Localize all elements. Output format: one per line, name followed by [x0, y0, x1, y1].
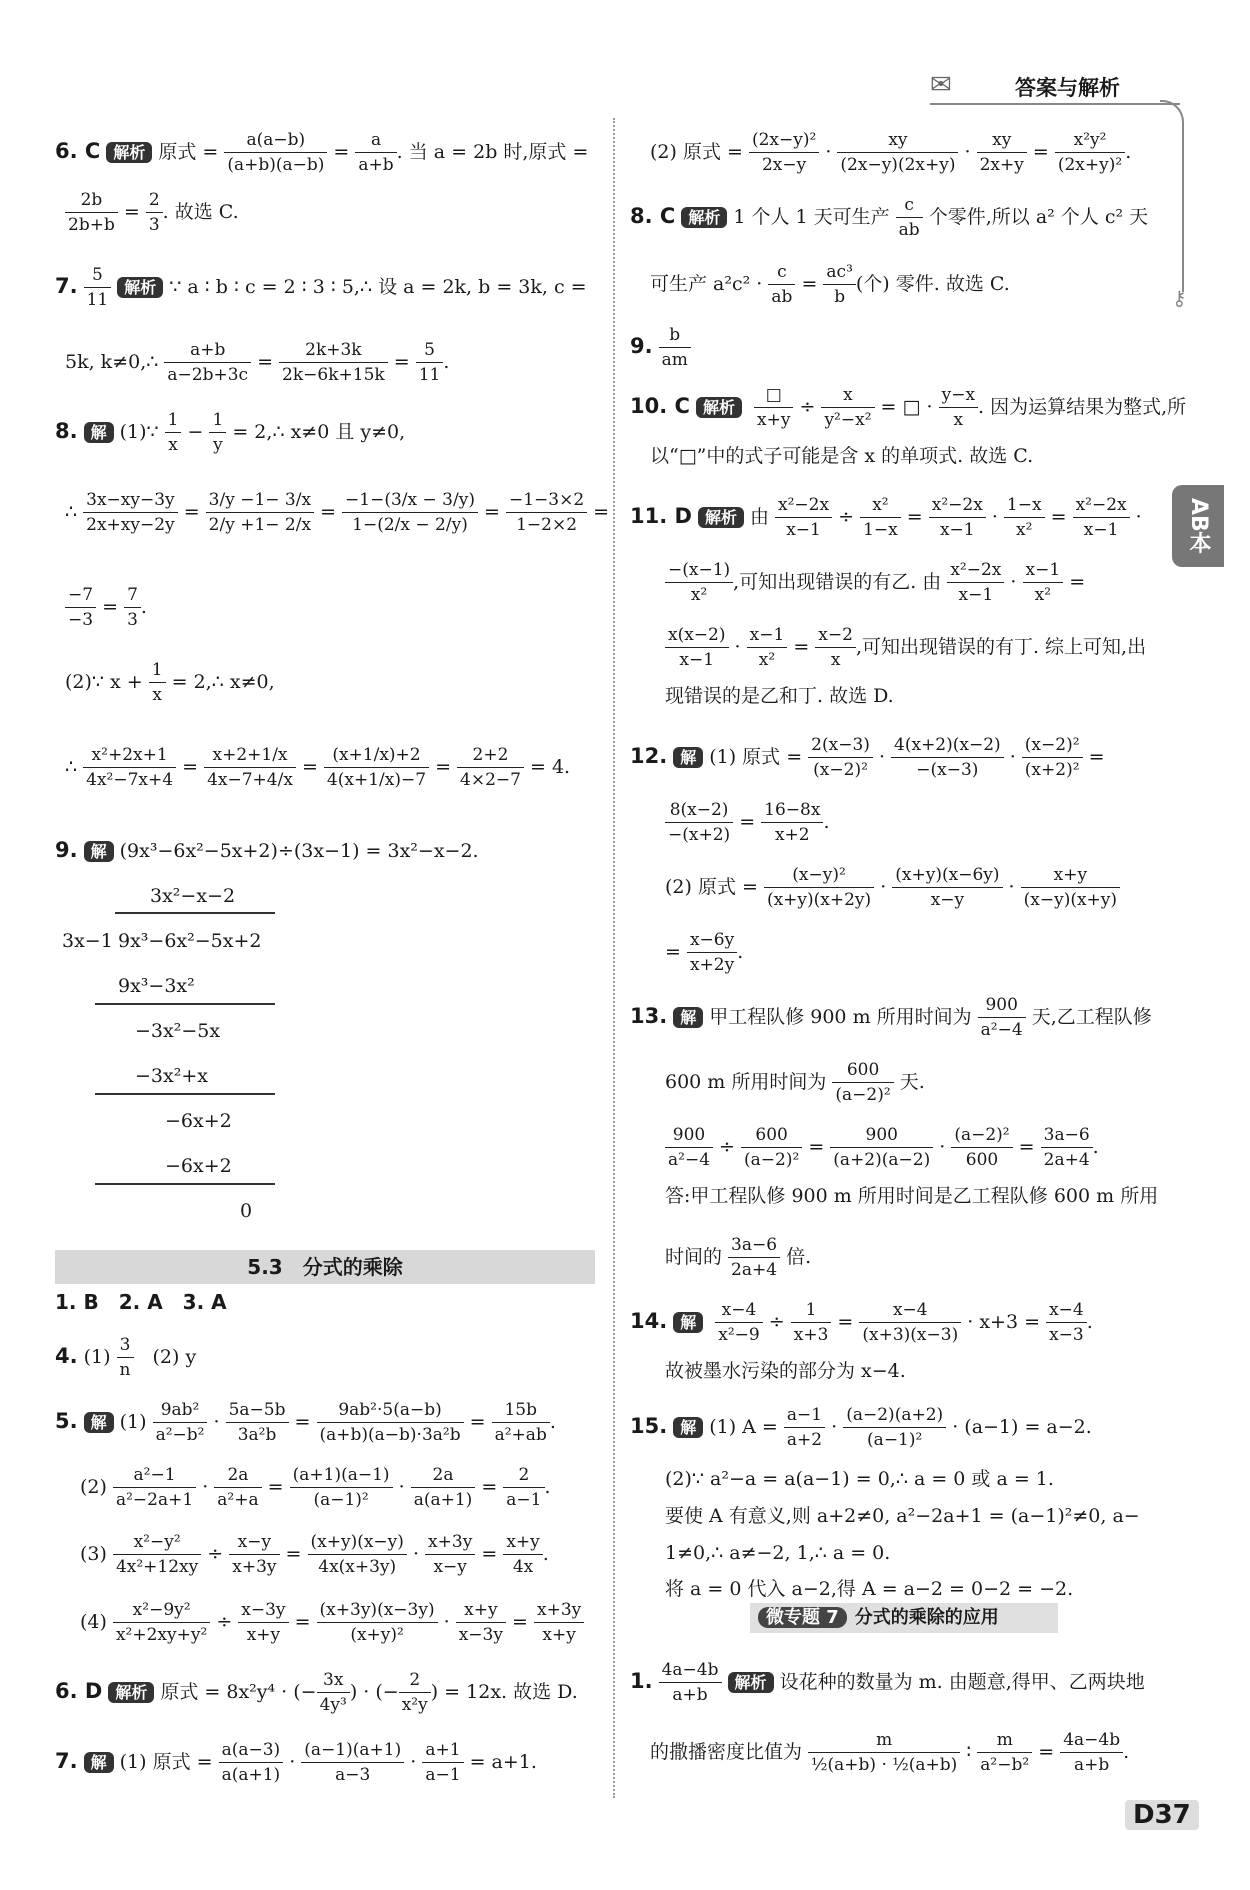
- div-step1: 9x³−3x²: [118, 975, 195, 997]
- right-q8: 8. C 解析 1 个人 1 天可生产 $\frac{c}{ab}$ 个零件,所以 a² 个人 c² 天: [630, 195, 1149, 241]
- key-icon: ⚷: [1172, 286, 1187, 310]
- left-q5b: (2) $\frac{\text{a²−1}}{\text{a²−2a+1}}$ · $\frac{2a}{\text{a²+a}}$ = $\frac{(a+1)(a-1)}{\text{(a−1)²}}$ · $\frac{2a}{a(a+1)}$ = $\frac{2}{a-1}$ .: [80, 1465, 551, 1511]
- left-q5d: (4) $\frac{\text{x²−9y²}}{\text{x²+2xy+y²}}$ ÷ $\frac{x-3y}{x+y}$ = $\frac{(x+3y)(x-3y)}{\text{(x+y)²}}$ · $\frac{x+y}{x-3y}$ = $\frac{x+3y}{x+y}$: [80, 1600, 584, 1646]
- right-q12-3: (2) 原式 = $\frac{\text{(x−y)²}}{(x+y)(x+2y)}$ · $\frac{(x+y)(x-6y)}{x-y}$ · $\frac{x+y}{(x-y)(x+y)}$: [665, 865, 1120, 911]
- right-m1: 1. $\frac{4a-4b}{a+b}$ 解析 设花种的数量为 m. 由题意,得甲、乙两块地: [630, 1660, 1145, 1706]
- right-q11-4: 现错误的是乙和丁. 故选 D.: [665, 685, 894, 707]
- left-q8: 8. 解 (1)∵ $\frac{1}{x}$ − $\frac{1}{y}$ = 2,∴ x≠0 且 y≠0,: [55, 410, 406, 456]
- header-rule: [930, 103, 1180, 105]
- section-title: 5.3 分式的乘除: [55, 1250, 595, 1284]
- right-m1-2: 的撒播密度比值为 $\frac{m}{\text{½(a+b) · ½(a+b)}}$ ∶ $\frac{m}{\text{a²−b²}}$ = $\frac{4a-4b}{a+b}$ .: [650, 1730, 1130, 1776]
- right-q11-3: $\frac{x(x-2)}{x-1}$ · $\frac{x-1}{\text{x²}}$ = $\frac{x-2}{x}$ ,可知出现错误的有丁. 综上可知,出: [665, 625, 1146, 671]
- right-q12-4: = $\frac{x-6y}{x+2y}$ .: [665, 930, 744, 976]
- left-q6b: 6. D 解析 原式 = 8x²y⁴ · (− $\frac{3x}{\text{4y³}}$ ) · (− $\frac{2}{\text{x²y}}$ ) = 12x. 故选 D.: [55, 1670, 578, 1716]
- right-q15-3: 要使 A 有意义,则 a+2≠0, a²−2a+1 = (a−1)²≠0, a−: [665, 1505, 1140, 1527]
- right-q13: 13. 解 甲工程队修 900 m 所用时间为 $\frac{900}{\text{a²−4}}$ 天,乙工程队修: [630, 995, 1152, 1041]
- right-q13-3: $\frac{900}{\text{a²−4}}$ ÷ $\frac{600}{\text{(a−2)²}}$ = $\frac{900}{(a+2)(a-2)}$ · $\frac{\text{(a−2)²}}{600}$ = $\frac{3a-6}{2a+4}$ .: [665, 1125, 1099, 1171]
- div-bar: [115, 912, 275, 914]
- right-q8-cont: 可生产 a²c² · $\frac{c}{ab}$ = $\frac{\text{ac³}}{b}$ (个) 零件. 故选 C.: [650, 262, 1010, 308]
- left-q4: 4. (1) $\frac{3}{n}$ (2) y: [55, 1335, 197, 1381]
- ab-tab: AB本: [1172, 485, 1224, 567]
- div-step5: −6x+2: [165, 1155, 232, 1177]
- left-q8-2-step: ∴ $\frac{\text{x²+2x+1}}{\text{4x²−7x+4}}$ = $\frac{x+2+1/x}{4x-7+4/x}$ = $\frac{(x+1/x)+2}{4(x+1/x)-7}$ = $\frac{2+2}{4\times 2-7}$ = 4.: [65, 745, 571, 791]
- right-q13-2: 600 m 所用时间为 $\frac{600}{\text{(a−2)²}}$ 天.: [665, 1060, 925, 1106]
- right-q14: 14. 解 $\frac{x-4}{\text{x²−9}}$ ÷ $\frac{1}{x+3}$ = $\frac{x-4}{(x+3)(x-3)}$ · x+3 = $\frac{x-4}{x-3}$ .: [630, 1300, 1093, 1346]
- div-step4: −6x+2: [165, 1110, 232, 1132]
- div-divisor: 3x−1: [62, 930, 113, 952]
- left-q6: 6. C 解析 原式 = $\frac{a(a-b)}{(a+b)(a-b)}$ = $\frac{a}{a+b}$ . 当 a = 2b 时,原式 =: [55, 130, 589, 176]
- right-q15-2: (2)∵ a²−a = a(a−1) = 0,∴ a = 0 或 a = 1.: [665, 1468, 1054, 1490]
- div-rule2: [95, 1093, 275, 1095]
- right-q10: 10. C 解析 □ x+y ÷ $\frac{x}{\text{y²−x²}}$ = □ · $\frac{y-x}{x}$ . 因为运算结果为整式,所: [630, 385, 1187, 431]
- header-icon: ✉: [930, 70, 952, 100]
- div-dividend: 9x³−6x²−5x+2: [118, 930, 262, 952]
- right-q7c: (2) 原式 = $\frac{\text{(2x−y)²}}{2x-y}$ · $\frac{xy}{(2x-y)(2x+y)}$ · $\frac{xy}{2x+y}$ = $\frac{\text{x²y²}}{\text{(2x+y)²}}$ .: [650, 130, 1132, 176]
- div-remainder: 0: [240, 1200, 253, 1222]
- column-divider: [613, 118, 615, 1798]
- left-q7b: 7. 解 (1) 原式 = $\frac{a(a-3)}{a(a+1)}$ · $\frac{(a-1)(a+1)}{a-3}$ · $\frac{a+1}{a-1}$ = a+1.: [55, 1740, 537, 1786]
- left-q8-step: ∴ $\frac{3x-xy-3y}{2x+xy-2y}$ = $\frac{3/y -1- 3/x}{2/y +1- 2/x}$ = $\frac{-1-(3/x - 3/y)}{1-(2/x - 2/y)}$ = $\frac{-1-3\times 2}{1-2\times 2}$ =: [65, 490, 610, 536]
- right-q15: 15. 解 (1) A = $\frac{a-1}{a+2}$ · $\frac{(a-2)(a+2)}{\text{(a−1)²}}$ · (a−1) = a−2.: [630, 1405, 1092, 1451]
- right-q12-2: $\frac{8(x-2)}{-(x+2)}$ = $\frac{16-8x}{x+2}$ .: [665, 800, 829, 846]
- left-q6-cont: $\frac{2b}{2b+b}$ = $\frac{2}{3}$ . 故选 C.: [65, 190, 239, 236]
- left-q8-2: (2)∵ x + $\frac{1}{x}$ = 2,∴ x≠0,: [65, 660, 275, 706]
- div-step2: −3x²−5x: [135, 1020, 221, 1042]
- header-title: 答案与解析: [1015, 76, 1120, 100]
- right-q10-cont: 以“□”中的式子可能是含 x 的单项式. 故选 C.: [650, 445, 1034, 467]
- right-q11: 11. D 解析 由 $\frac{\text{x²−2x}}{x-1}$ ÷ $\frac{\text{x²}}{1-x}$ = $\frac{\text{x²−2x}}{x-1}$ · $\frac{1-x}{\text{x²}}$ = $\frac{\text{x²−2x}}{x-1}$ ·: [630, 495, 1142, 541]
- right-q13-5: 时间的 $\frac{3a-6}{2a+4}$ 倍.: [665, 1235, 812, 1281]
- right-q9: 9. $\frac{b}{am}$: [630, 325, 691, 371]
- left-q7: 7. $\frac{5}{11}$ 解析 ∵ a ∶ b ∶ c = 2 ∶ 3 ∶ 5,∴ 设 a = 2k, b = 3k, c =: [55, 265, 587, 311]
- right-q11-2: $\frac{-(x-1)}{\text{x²}}$ ,可知出现错误的有乙. 由 $\frac{\text{x²−2x}}{x-1}$ · $\frac{x-1}{\text{x²}}$ =: [665, 560, 1085, 606]
- right-q15-4: 1≠0,∴ a≠−2, 1,∴ a = 0.: [665, 1542, 891, 1564]
- right-q14-2: 故被墨水污染的部分为 x−4.: [665, 1360, 906, 1382]
- div-quotient: 3x²−x−2: [150, 885, 236, 907]
- left-q9: 9. 解 (9x³−6x²−5x+2)÷(3x−1) = 3x²−x−2.: [55, 838, 479, 862]
- left-q5a: 5. 解 (1) $\frac{\text{9ab²}}{\text{a²−b²}}$ · $\frac{5a-5b}{\text{3a²b}}$ = $\frac{\text{9ab²·5(a−b)}}{\text{(a+b)(a−b)·3a²b}}$ = $\frac{15b}{\text{a²+ab}}$ .: [55, 1400, 556, 1446]
- left-q5c: (3) $\frac{\text{x²−y²}}{\text{4x²+12xy}}$ ÷ $\frac{x-y}{x+3y}$ = $\frac{(x+y)(x-y)}{4x(x+3y)}$ · $\frac{x+3y}{x-y}$ = $\frac{x+y}{4x}$ .: [80, 1532, 549, 1578]
- div-rule3: [95, 1183, 275, 1185]
- header-curve: [1160, 100, 1184, 292]
- page-number: D37: [1125, 1800, 1199, 1830]
- right-q15-5: 将 a = 0 代入 a−2,得 A = a−2 = 0−2 = −2.: [665, 1578, 1074, 1600]
- div-step3: −3x²+x: [135, 1065, 208, 1087]
- right-q13-4: 答:甲工程队修 900 m 所用时间是乙工程队修 600 m 所用: [665, 1185, 1159, 1207]
- micro-topic: 微专题 7 分式的乘除的应用: [750, 1603, 1058, 1633]
- div-rule1: [95, 1003, 275, 1005]
- left-q8-result: $\frac{-7}{-3}$ = $\frac{7}{3}$ .: [65, 585, 147, 631]
- left-q7-cont: 5k, k≠0,∴ $\frac{a+b}{a-2b+3c}$ = $\frac{2k+3k}{2k-6k+15k}$ = $\frac{5}{11}$ .: [65, 340, 450, 386]
- left-q123: 1. B 2. A 3. A: [55, 1290, 227, 1314]
- right-q12: 12. 解 (1) 原式 = $\frac{2(x-3)}{\text{(x−2)²}}$ · $\frac{4(x+2)(x-2)}{-(x-3)}$ · $\frac{\text{(x−2)²}}{\text{(x+2)²}}$ =: [630, 735, 1105, 781]
